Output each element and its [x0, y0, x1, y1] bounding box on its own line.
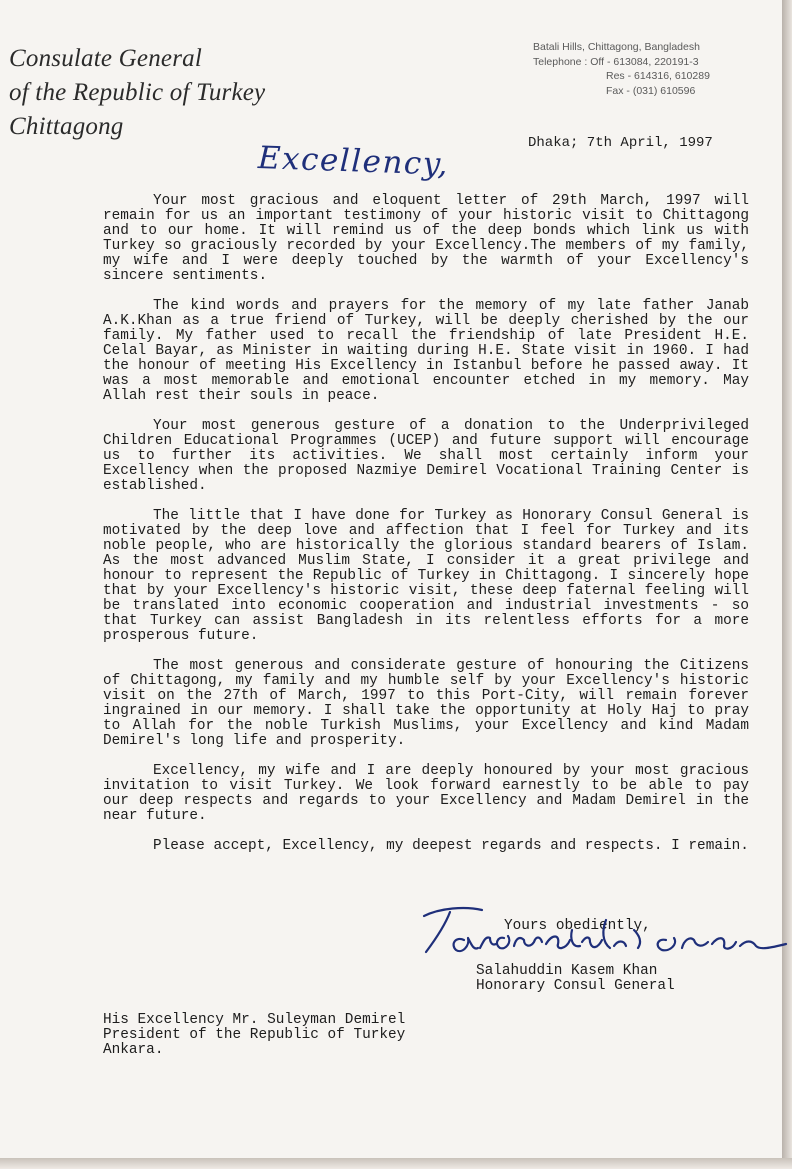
signatory-name: Salahuddin Kasem Khan [476, 963, 658, 979]
handwritten-signature [420, 900, 792, 970]
paragraph-1: Your most gracious and eloquent letter of 29th March, 1997 will remain for us an important testimony of your historic visit to Chittagong and to our home. It will remind us of the deep bonds which link us with Turkey so graciously recorded by your Excellency.The members of my family, my wife and I were deeply touched by the warmth of your Excellency's sincere sentiments. [103, 193, 749, 284]
letterhead-line-3: Chittagong [9, 113, 124, 140]
paragraph-6: Excellency, my wife and I are deeply honoured by your most gracious invitation to visit Turkey. We look forward earnestly to be able to pay our deep respects and regards to your Excellency and Madam Demirel in the near future. [103, 763, 749, 824]
signatory-title: Honorary Consul General [476, 978, 675, 994]
contact-fax: Fax - (031) 610596 [606, 84, 696, 97]
contact-telephone: Telephone : Off - 613084, 220191-3 [533, 55, 699, 68]
contact-block [533, 40, 710, 98]
page-edge-bottom [0, 1158, 792, 1169]
contact-address: Batali Hills, Chittagong, Bangladesh [533, 41, 700, 53]
letterhead-line-1: Consulate General [9, 45, 202, 72]
page-edge-right [782, 0, 792, 1169]
paragraph-2: The kind words and prayers for the memory of my late father Janab A.K.Khan as a true friend of Turkey, will be deeply cherished by the our family. My father used to recall the friendship of late President H.E. Celal Bayar, as Minister in waiting during H.E. State visit in 1960. I had the honour of meeting His Excellency in Istanbul before he passed away. It was a most memorable and emotional encounter etched in my memory. May Allah rest their souls in peace. [103, 298, 749, 404]
letterhead [9, 42, 265, 144]
recipient-line-1: His Excellency Mr. Suleyman Demirel [103, 1012, 406, 1028]
letterhead-line-2: of the Republic of Turkey [9, 79, 266, 106]
letter-body [103, 194, 749, 869]
letter-date: Dhaka; 7th April, 1997 [528, 135, 713, 151]
handwritten-salutation: Excellency, [257, 140, 450, 183]
paragraph-3: Your most generous gesture of a donation to the Underprivileged Children Educational Programmes (UCEP) and future support will encourage us to further its activities. We shall most certainly inform your Excellency when the proposed Nazmiye Demirel Vocational Training Center is established. [103, 418, 749, 494]
recipient-line-3: Ankara. [103, 1042, 164, 1058]
contact-residence: Res - 614316, 610289 [606, 70, 710, 82]
paragraph-5: The most generous and considerate gesture of honouring the Citizens of Chittagong, my family and my humble self by your Excellency's historic visit on the 27th of March, 1997 to this Port-City, will remain forever ingrained in our memory. I shall take the opportunity at Holy Haj to pray to Allah for the noble Turkish Muslims, your Excellency and kind Madam Demirel's long life and prosperity. [103, 658, 749, 749]
closing-yours: Yours obediently, [504, 918, 651, 934]
paragraph-4: The little that I have done for Turkey as Honorary Consul General is motivated by the deep love and affection that I feel for Turkey and its noble people, who are historically the glorious standard bearers of Islam. As the most advanced Muslim State, I consider it a great privilege and honour to represent the Republic of Turkey in Chittagong. I sincerely hope that by your Excellency's historic visit, these deep faternal feeling will be translated into economic cooperation and industrial investments - so that Turkey can assist Bangladesh in its relentless efforts for a more prosperous future. [103, 508, 749, 644]
paragraph-7: Please accept, Excellency, my deepest regards and respects. I remain. [153, 838, 749, 854]
recipient-line-2: President of the Republic of Turkey [103, 1027, 406, 1043]
recipient-block [103, 1013, 405, 1058]
